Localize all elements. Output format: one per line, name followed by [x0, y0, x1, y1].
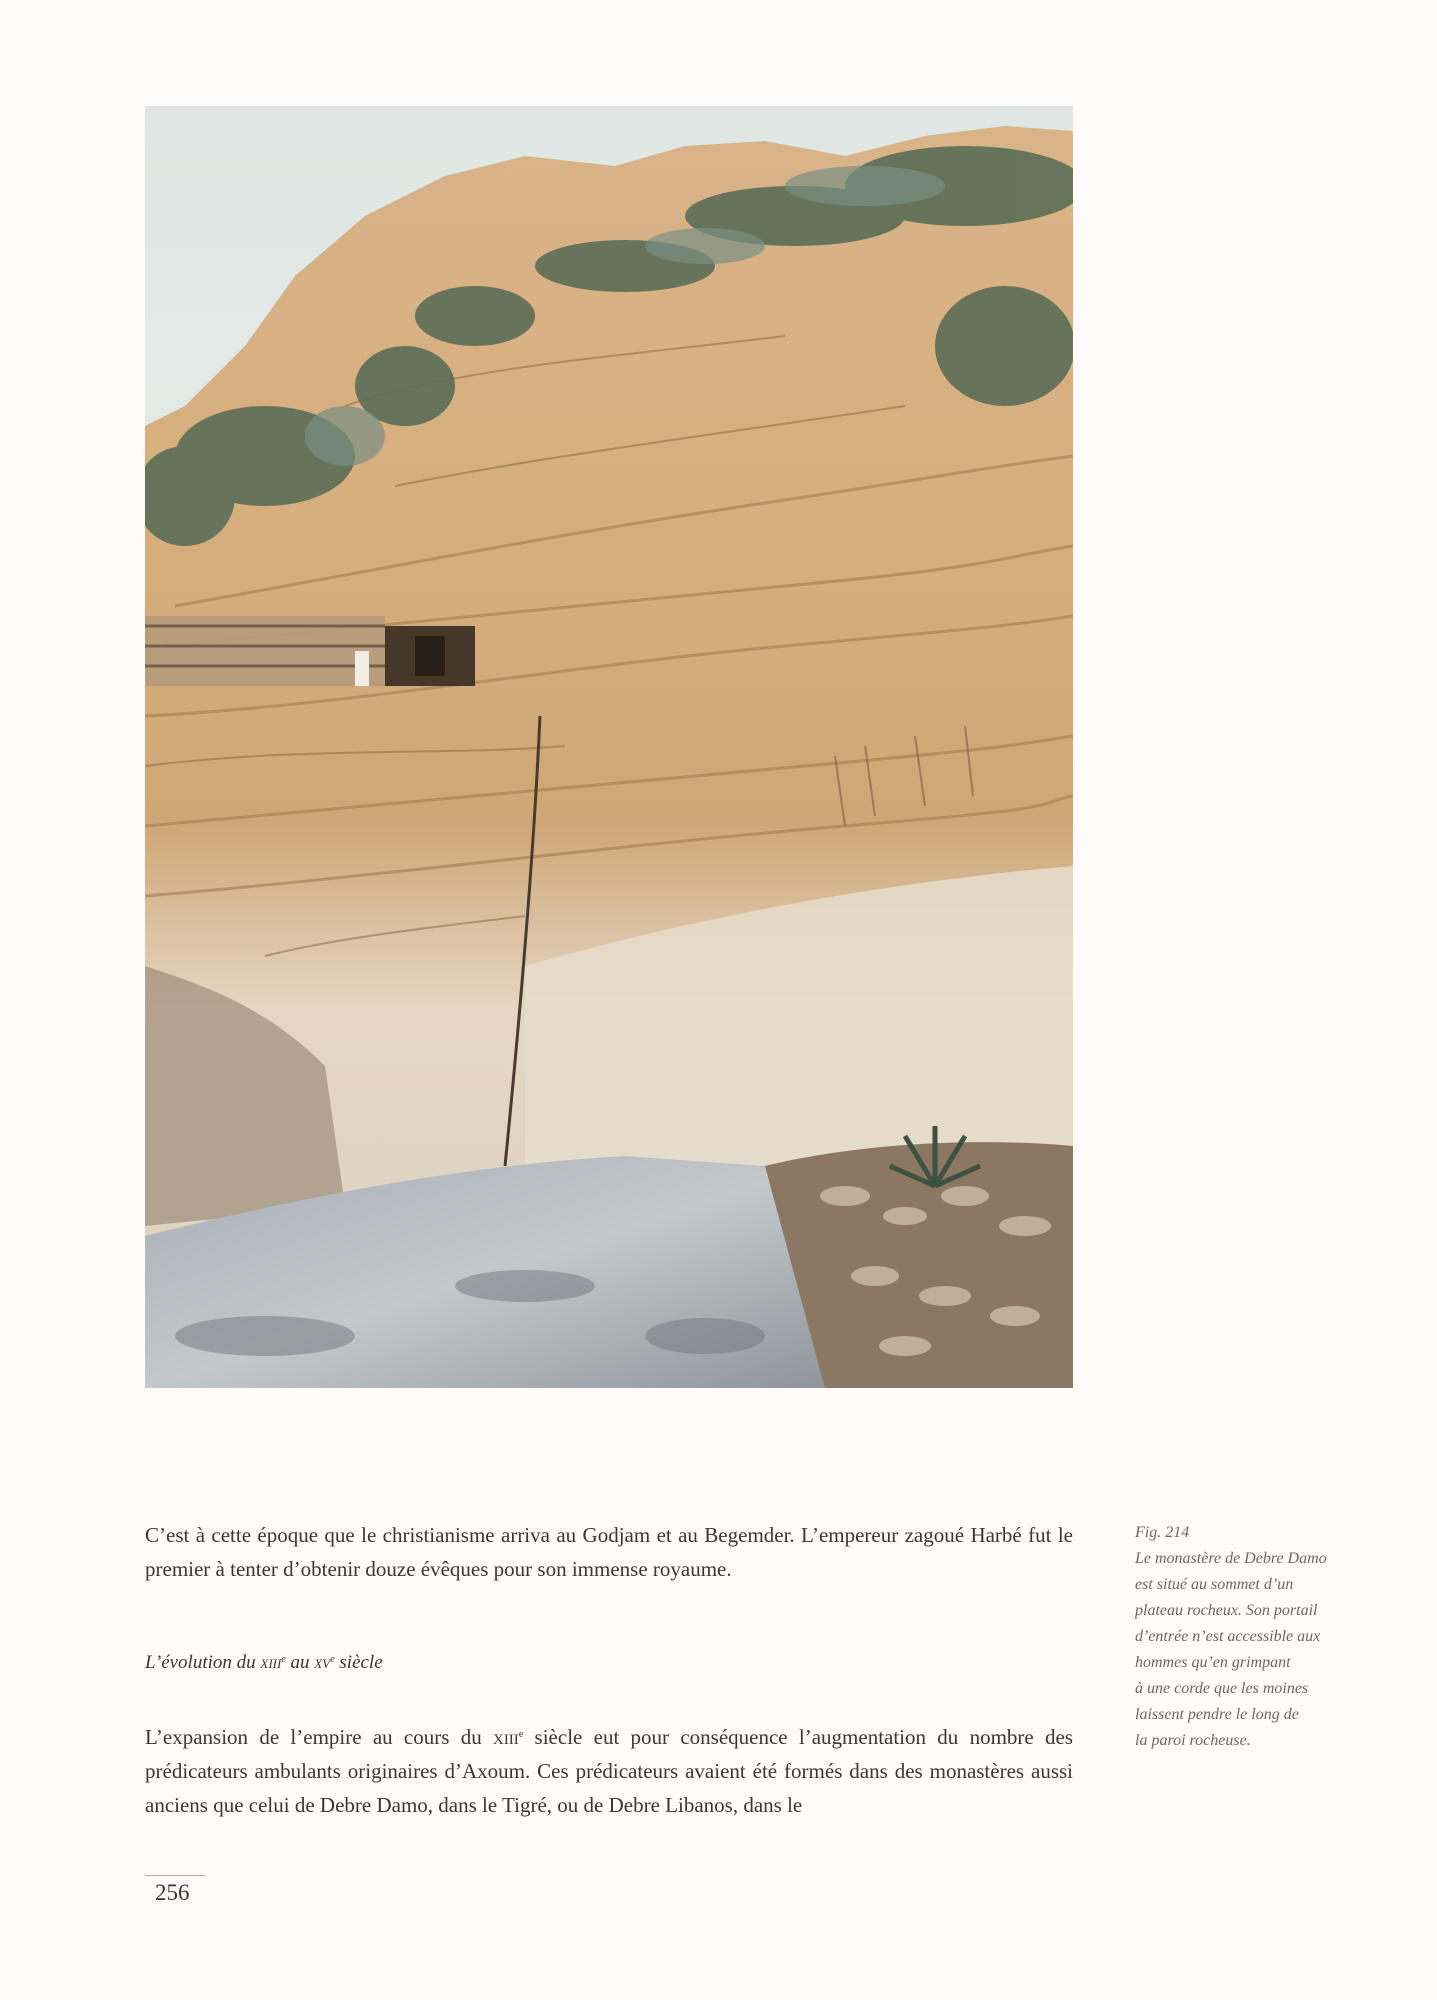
body-paragraph-2: L’expansion de l’empire au cours du xiii$^e$ siècle eut pour conséquence l’augmentation du nombre des prédicateurs ambulants originaires d’Axoum. Ces prédicateurs avaient été formés dans des monastères aussi anciens que celui de Debre Damo, dans le Tigré, ou de Debre Libanos, dans le [145, 1725, 1073, 1817]
figure-label: Fig. 214 [1135, 1524, 1190, 1541]
caption-line: Le monastère de Debre Damo [1135, 1550, 1327, 1567]
caption-line: d’entrée n’est accessible aux [1135, 1628, 1321, 1645]
caption-line: à une corde que les moines [1135, 1680, 1309, 1697]
page-number-rule [145, 1875, 205, 1876]
caption-line: est situé au sommet d’un [1135, 1576, 1294, 1593]
page-number: 256 [155, 1880, 190, 1905]
caption-line: plateau rocheux. Son portail [1135, 1602, 1318, 1619]
cliff-photo-illustration [145, 106, 1073, 1388]
body-paragraph-1: C’est à cette époque que le christianisme arriva au Godjam et au Begemder. L’empereur zagoué Harbé fut le premier à tenter d’obtenir douze évêques pour son immense royaume. [145, 1523, 1073, 1581]
caption-line: laissent pendre le long de [1135, 1706, 1299, 1723]
cliff-photograph [145, 106, 1073, 1388]
figure-caption [1135, 1520, 1335, 1754]
caption-line: hommes qu’en grimpant [1135, 1654, 1291, 1671]
caption-line: la paroi rocheuse. [1135, 1732, 1251, 1749]
section-heading: L’évolution du xiii$^e$ au $xv^e$ siècle [145, 1652, 383, 1673]
